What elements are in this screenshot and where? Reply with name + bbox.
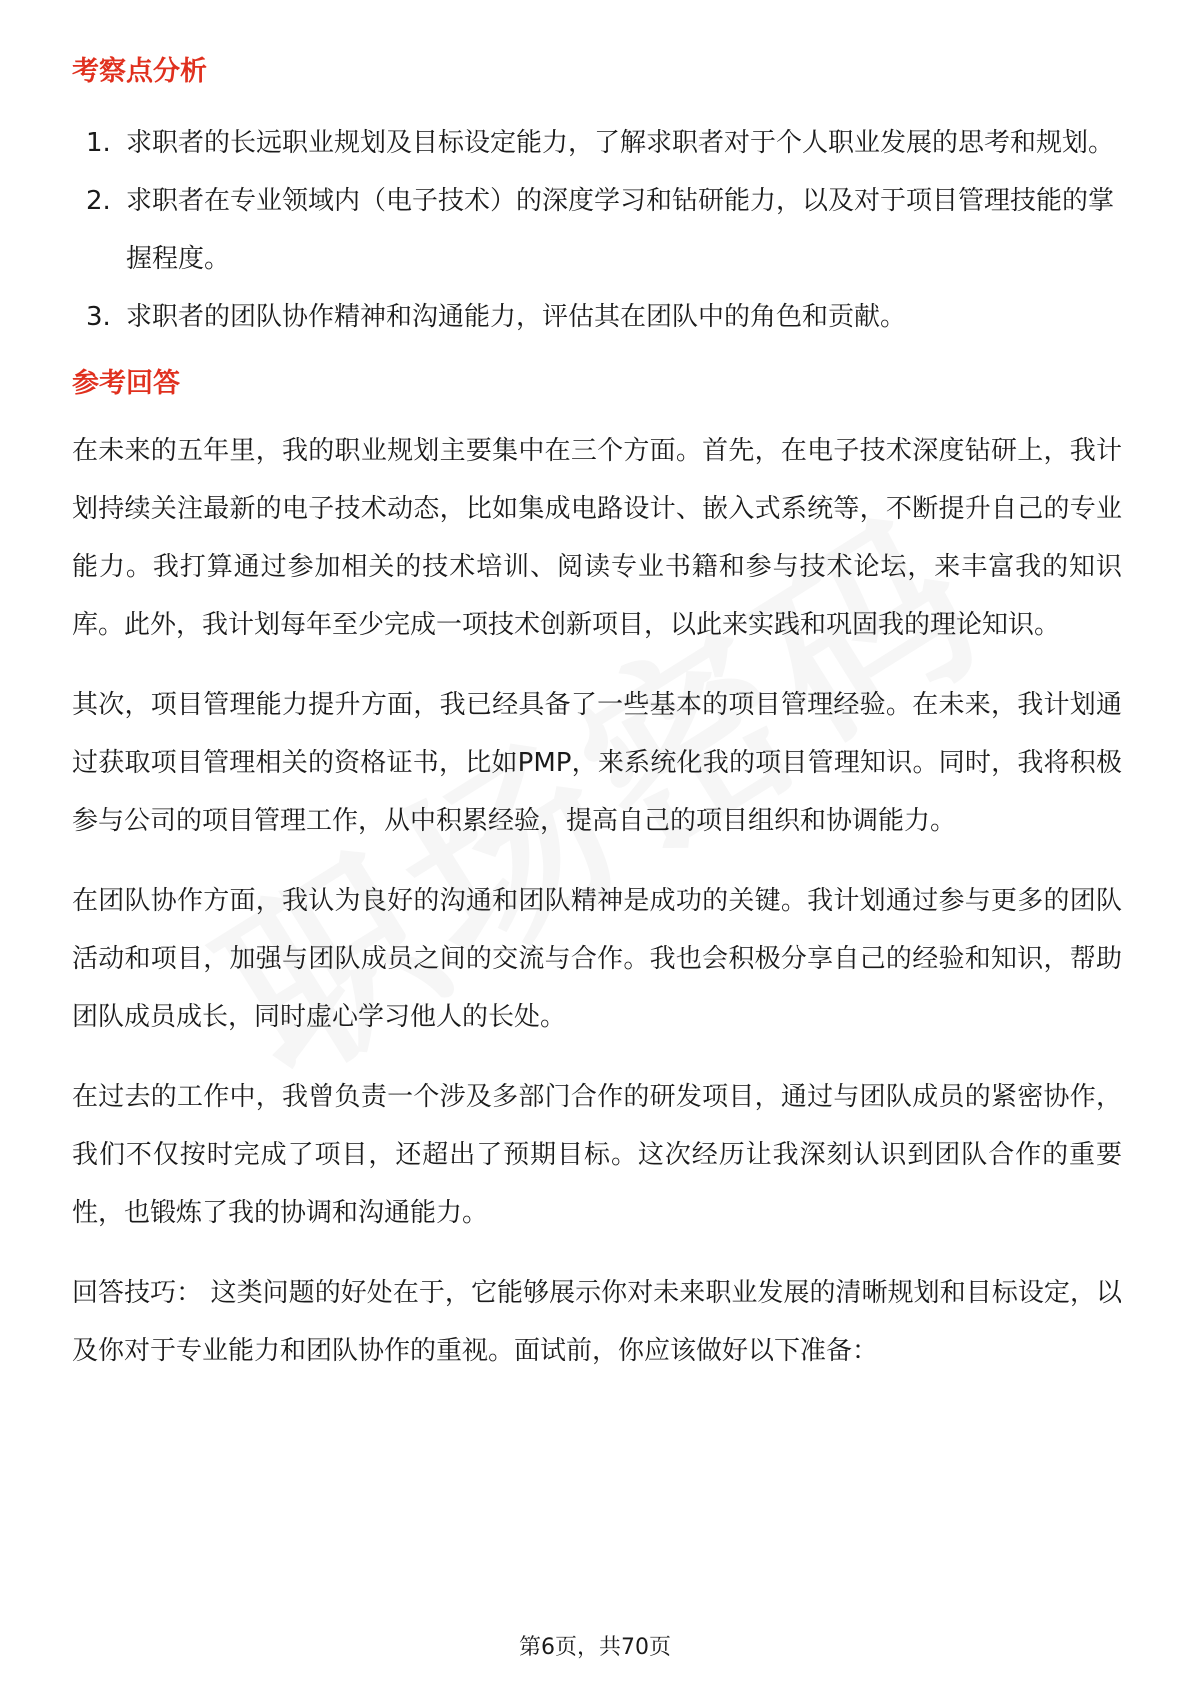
list-number: 2. (86, 186, 111, 216)
answer-paragraph: 其次，项目管理能力提升方面，我已经具备了一些基本的项目管理经验。在未来，我计划通过获取项目管理相关的资格证书，比如PMP，来系统化我的项目管理知识。同时，我将积极参与公司的项目管理工作，从中积累经验，提高自己的项目组织和协调能力。 (72, 690, 1122, 836)
list-item (72, 288, 1122, 346)
list-item (72, 172, 1122, 288)
list-text: 求职者在专业领域内（电子技术）的深度学习和钻研能力，以及对于项目管理技能的掌握程度。 (126, 186, 1115, 274)
list-text: 求职者的团队协作精神和沟通能力，评估其在团队中的角色和贡献。 (126, 302, 907, 332)
page-number: 第6页，共70页 (519, 1635, 671, 1660)
list-text: 求职者的长远职业规划及目标设定能力，了解求职者对于个人职业发展的思考和规划。 (126, 128, 1115, 158)
answer-paragraph: 在过去的工作中，我曾负责一个涉及多部门合作的研发项目，通过与团队成员的紧密协作，我们不仅按时完成了项目，还超出了预期目标。这次经历让我深刻认识到团队合作的重要性，也锻炼了我的协调和沟通能力。 (72, 1082, 1122, 1228)
document-page (72, 48, 1122, 1380)
answer-tips: 回答技巧： 这类问题的好处在于，它能够展示你对未来职业发展的清晰规划和目标设定，以及你对于专业能力和团队协作的重视。面试前，你应该做好以下准备： (72, 1278, 1122, 1366)
analysis-list (72, 114, 1122, 346)
list-number: 3. (86, 302, 111, 332)
answer-paragraph: 在未来的五年里，我的职业规划主要集中在三个方面。首先，在电子技术深度钻研上，我计划持续关注最新的电子技术动态，比如集成电路设计、嵌入式系统等，不断提升自己的专业能力。我打算通过参加相关的技术培训、阅读专业书籍和参与技术论坛，来丰富我的知识库。此外，我计划每年至少完成一项技术创新项目，以此来实践和巩固我的理论知识。 (72, 436, 1122, 640)
answer-title: 参考回答 (72, 368, 180, 399)
analysis-title: 考察点分析 (72, 56, 207, 87)
answer-paragraph: 在团队协作方面，我认为良好的沟通和团队精神是成功的关键。我计划通过参与更多的团队活动和项目，加强与团队成员之间的交流与合作。我也会积极分享自己的经验和知识，帮助团队成员成长，同时虚心学习他人的长处。 (72, 886, 1122, 1032)
list-number: 1. (86, 128, 111, 158)
list-item (72, 114, 1122, 172)
